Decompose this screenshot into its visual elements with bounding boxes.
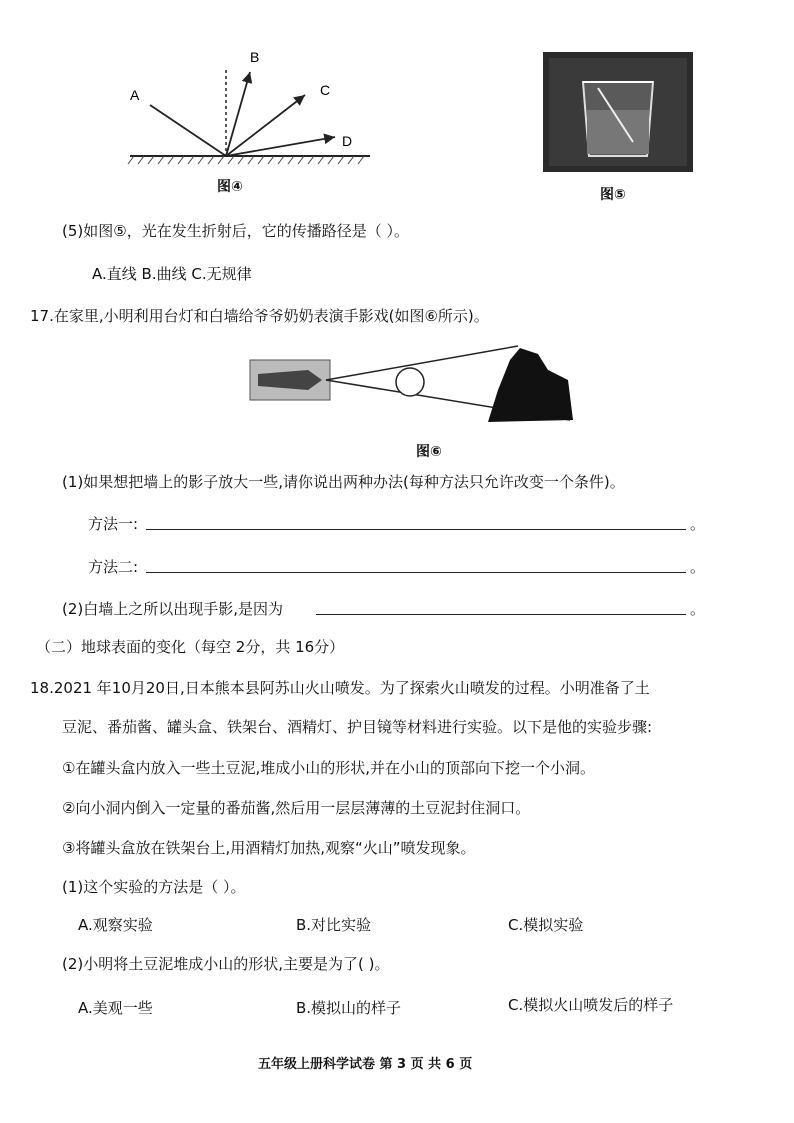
method1-end: 。	[690, 515, 706, 533]
hand-icon	[396, 368, 424, 396]
q16-5-stem: (5)如图⑤，光在发生折射后，它的传播路径是（ ）。	[62, 222, 409, 240]
label-c: C	[320, 82, 331, 98]
ray-b	[226, 72, 250, 156]
q18-sub2-option-a[interactable]: A.美观一些	[78, 999, 153, 1017]
figure4-caption: 图④	[217, 179, 243, 195]
q18-line1: 18.2021 年10月20日,日本熊本县阿苏山火山喷发。为了探索火山喷发的过程。小明准备了土	[30, 679, 650, 697]
figure5-photo	[543, 52, 693, 172]
label-b: B	[250, 49, 260, 65]
q17-sub2-answer-line[interactable]	[316, 614, 686, 615]
q16-5-options: A.直线 B.曲线 C.无规律	[92, 265, 252, 283]
label-a: A	[130, 87, 140, 103]
q18-sub2-option-c[interactable]: C.模拟火山喷发后的样子	[508, 996, 674, 1014]
q18-sub2: (2)小明将土豆泥堆成小山的形状,主要是为了( )。	[62, 955, 390, 973]
figure6-caption: 图⑥	[416, 444, 442, 460]
q17-sub2-end: 。	[690, 600, 706, 618]
method1-label: 方法一:	[88, 515, 139, 533]
q17-sub1: (1)如果想把墙上的影子放大一些,请你说出两种办法(每种方法只允许改变一个条件)。	[62, 473, 625, 491]
figure6-diagram	[248, 340, 578, 430]
ray-c	[226, 95, 305, 156]
method2-end: 。	[690, 558, 706, 576]
q18-step3: ③将罐头盒放在铁架台上,用酒精灯加热,观察“火山”喷发现象。	[62, 839, 476, 857]
q18-step1: ①在罐头盒内放入一些土豆泥,堆成小山的形状,并在小山的顶部向下挖一个小洞。	[62, 759, 595, 777]
ray-a	[150, 105, 226, 156]
section2-title: （二）地球表面的变化（每空 2分，共 16分）	[36, 638, 345, 656]
q18-sub2-option-b[interactable]: B.模拟山的样子	[296, 999, 402, 1017]
figure4-diagram	[120, 40, 380, 170]
page-footer: 五年级上册科学试卷 第 3 页 共 6 页	[258, 1057, 473, 1072]
q18-sub1-option-b[interactable]: B.对比实验	[296, 916, 372, 934]
q18-sub1: (1)这个实验的方法是（ ）。	[62, 878, 246, 896]
shadow-shape	[488, 348, 573, 422]
figure5-caption: 图⑤	[600, 187, 626, 203]
method1-answer-line[interactable]	[146, 529, 686, 530]
ray-d	[226, 137, 335, 156]
label-d: D	[342, 133, 353, 149]
q17-sub2: (2)白墙上之所以出现手影,是因为	[62, 600, 284, 618]
method2-label: 方法二:	[88, 558, 139, 576]
q18-line2: 豆泥、番茄酱、罐头盒、铁架台、酒精灯、护目镜等材料进行实验。以下是他的实验步骤:	[62, 718, 653, 736]
q18-sub1-option-a[interactable]: A.观察实验	[78, 916, 153, 934]
q18-sub1-option-c[interactable]: C.模拟实验	[508, 916, 584, 934]
q17-stem: 17.在家里,小明利用台灯和白墙给爷爷奶奶表演手影戏(如图⑥所示)。	[30, 307, 489, 325]
method2-answer-line[interactable]	[146, 572, 686, 573]
q18-step2: ②向小洞内倒入一定量的番茄酱,然后用一层层薄薄的土豆泥封住洞口。	[62, 799, 531, 817]
